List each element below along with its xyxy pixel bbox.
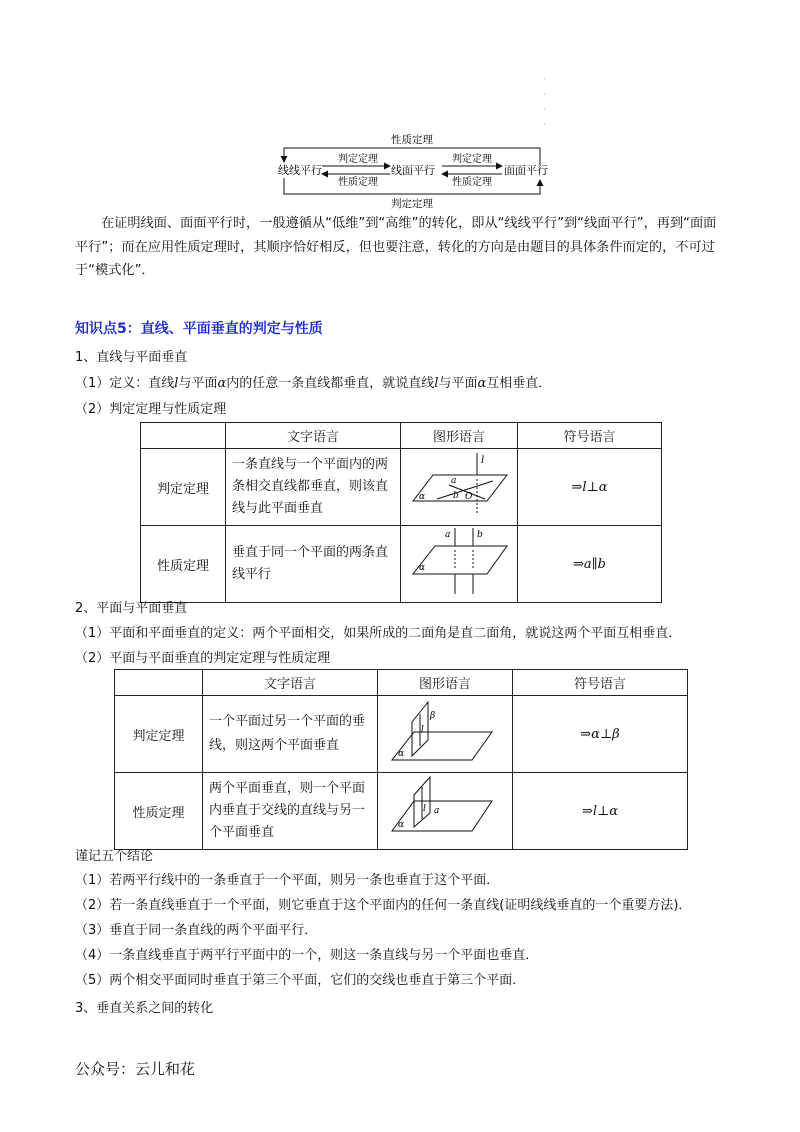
margin-dots: · · · · <box>543 75 546 129</box>
table2-row1-text: 一个平面过另一个平面的垂线，则这两个平面垂直 <box>203 696 378 773</box>
svg-text:l: l <box>421 725 424 735</box>
sub1-title: 1、直线与平面垂直 <box>75 350 188 365</box>
conclusion-3: （3）垂直于同一条直线的两个平面平行． <box>75 923 318 938</box>
table1-row1-text: 一条直线与一个平面内的两条相交直线都垂直，则该直线与此平面垂直 <box>226 449 401 526</box>
sub1-item2: （2）判定定理与性质定理 <box>75 402 227 417</box>
diagram-top-label: 性质定理 <box>391 134 433 146</box>
table1-row1-figure <box>401 449 518 526</box>
table2-header-symbol: 符号语言 <box>513 670 688 696</box>
conclusion-5: （5）两个相交平面同时垂直于第三个平面，它们的交线也垂直于第三个平面． <box>75 973 526 988</box>
sub1-definition: （1）定义：直线l与平面α内的任意一条直线都垂直，就说直线l与平面α互相垂直． <box>75 376 552 391</box>
section-heading: 知识点5：直线、平面垂直的判定与性质 <box>75 321 323 337</box>
conclusion-1: （1）若两平行线中的一条垂直于一个平面，则另一条也垂直于这个平面． <box>75 873 500 888</box>
footer-wechat-account: 公众号：云儿和花 <box>75 1060 196 1078</box>
arrow1-top-label: 判定定理 <box>338 154 378 165</box>
plane-perp-property-figure <box>384 773 506 845</box>
node-plane-plane-parallel: 面面平行 <box>504 164 548 177</box>
svg-text:b: b <box>477 530 483 540</box>
table2-header-text: 文字语言 <box>203 670 378 696</box>
svg-text:O: O <box>465 492 473 502</box>
plane-plane-perpendicular-table <box>114 669 688 850</box>
table2-row1-symbol: ⇒α⊥β <box>513 696 688 773</box>
svg-text:l: l <box>423 804 426 814</box>
diagram-bottom-label: 判定定理 <box>391 198 433 210</box>
svg-text:α: α <box>398 749 405 759</box>
two-lines-perp-plane-figure <box>407 526 511 598</box>
table1-row2-text: 垂直于同一个平面的两条直线平行 <box>226 526 401 603</box>
svg-text:β: β <box>430 711 436 721</box>
table1-row1-label: 判定定理 <box>141 449 226 526</box>
table2-row2-figure <box>378 773 513 850</box>
table2-row1-label: 判定定理 <box>115 696 203 773</box>
svg-text:α: α <box>419 492 426 502</box>
table2-row1-figure <box>378 696 513 773</box>
svg-text:α: α <box>398 820 405 830</box>
node-line-line-parallel: 线线平行 <box>278 164 322 177</box>
table2-row2-symbol: ⇒l⊥α <box>513 773 688 850</box>
svg-text:a: a <box>451 476 457 486</box>
table2-row2-label: 性质定理 <box>115 773 203 850</box>
svg-text:a: a <box>445 530 451 540</box>
table1-header-figure: 图形语言 <box>401 423 518 449</box>
sub2-item1: （1）平面和平面垂直的定义：两个平面相交，如果所成的二面角是直二面角，就说这两个平面互相垂直． <box>75 626 682 641</box>
sub2-title: 2、平面与平面垂直 <box>75 601 188 616</box>
table1-row1-symbol: ⇒l⊥α <box>518 449 662 526</box>
table2-corner <box>115 670 203 696</box>
conclusion-2: （2）若一条直线垂直于一个平面，则它垂直于这个平面内的任何一条直线(证明线线垂直的一个重要方法)． <box>75 898 692 913</box>
table1-row2-symbol: ⇒a∥b <box>518 526 662 603</box>
bottom-loop-arrow <box>284 178 540 194</box>
table2-header-figure: 图形语言 <box>378 670 513 696</box>
plane-perp-plane-figure <box>384 696 506 768</box>
svg-text:α: α <box>419 563 426 573</box>
svg-text:b: b <box>453 491 459 501</box>
svg-text:l: l <box>481 455 485 466</box>
arrow1-bottom-label: 性质定理 <box>338 177 378 188</box>
table1-row2-label: 性质定理 <box>141 526 226 603</box>
sub2-item2: （2）平面与平面垂直的判定定理与性质定理 <box>75 651 331 666</box>
svg-text:a: a <box>434 806 440 816</box>
table1-row2-figure <box>401 526 518 603</box>
table2-row2-text: 两个平面垂直，则一个平面内垂直于交线的直线与另一个平面垂直 <box>203 773 378 850</box>
node-line-plane-parallel: 线面平行 <box>391 164 435 177</box>
arrow2-top-label: 判定定理 <box>452 154 492 165</box>
parallel-transform-diagram <box>270 128 560 210</box>
line-plane-perpendicular-table <box>140 422 662 603</box>
table1-header-symbol: 符号语言 <box>518 423 662 449</box>
table1-corner <box>141 423 226 449</box>
sub3-title: 3、垂直关系之间的转化 <box>75 1001 214 1016</box>
conclusion-4: （4）一条直线垂直于两平行平面中的一个，则这一条直线与另一个平面也垂直． <box>75 948 539 963</box>
top-loop-arrow <box>284 148 540 165</box>
table1-header-text: 文字语言 <box>226 423 401 449</box>
conclusions-title: 谨记五个结论 <box>75 849 154 864</box>
intro-paragraph: 在证明线面、面面平行时，一般遵循从“低维”到“高维”的转化，即从“线线平行”到“线面平行”，再到“面面平行”；而在应用性质定理时，其顺序恰好相反，但也要注意，转化的方向是由题目的具体条件而定的，不可过于“模式化”． <box>75 216 717 278</box>
line-perp-plane-figure <box>407 449 511 521</box>
arrow2-bottom-label: 性质定理 <box>452 177 492 188</box>
